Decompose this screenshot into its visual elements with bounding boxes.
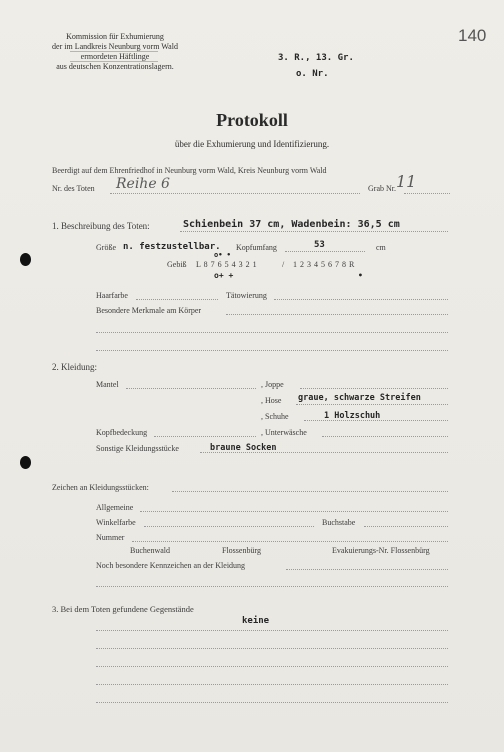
nummer-line [132, 541, 448, 542]
section3-value: keine [242, 616, 270, 626]
grab-nr-line [404, 193, 450, 194]
commission-line-3: ermordeten Häftlinge [80, 52, 150, 61]
tooth-mark-right: • [358, 271, 363, 280]
gebiss-label: Gebiß [167, 260, 187, 269]
groesse-label: Größe [96, 243, 116, 252]
noch-line-2 [96, 586, 448, 587]
buchstabe-label: Buchstabe [322, 518, 356, 527]
kopfbedeckung-label: Kopfbedeckung [96, 428, 148, 437]
page-title: Protokoll [216, 110, 288, 130]
header-divider-2 [70, 61, 158, 62]
toten-nr-label: Nr. des Toten [52, 184, 95, 193]
schuhe-value: 1 Holzschuh [324, 411, 381, 421]
marks-heading: Zeichen an Kleidungsstücken: [52, 483, 149, 492]
reference-line-2: o. Nr. [296, 69, 329, 79]
joppe-line [300, 388, 448, 389]
buchstabe-line [364, 526, 448, 527]
grab-nr-label: Grab Nr. [368, 184, 396, 193]
noch-label: Noch besondere Kennzeichen an der Kleidung [96, 561, 246, 570]
merkmale-line-2 [96, 332, 448, 333]
mantel-line [126, 388, 256, 389]
commission-line-1: Kommission für Exhumierung [66, 32, 164, 41]
section3-line-1 [96, 630, 448, 631]
evakuierung-label: Evakuierungs-Nr. Flossenbürg [332, 546, 430, 555]
noch-line-1 [286, 569, 448, 570]
winkelfarbe-label: Winkelfarbe [96, 518, 136, 527]
sonstige-value: braune Socken [210, 443, 277, 453]
taetowierung-line [274, 299, 448, 300]
sonstige-label: Sonstige Kleidungsstücke [96, 444, 179, 453]
unterwaesche-label: , Unterwäsche [261, 428, 307, 437]
marks-heading-line [172, 491, 448, 492]
teeth-left: L 8 7 6 5 4 3 2 1 [196, 260, 258, 269]
commission-header [45, 32, 185, 72]
teeth-marks-bottom: o+ + [214, 271, 234, 280]
haarfarbe-label: Haarfarbe [96, 291, 128, 300]
schuhe-label: , Schuhe [261, 412, 289, 421]
header-divider-1 [70, 51, 158, 52]
merkmale-line-1 [226, 314, 448, 315]
section3-line-2 [96, 648, 448, 649]
toten-nr-value: Reihe 6 [116, 176, 170, 192]
teeth-separator: / [282, 260, 285, 269]
sonstige-line [200, 452, 448, 453]
kopfumfang-value: 53 [314, 240, 325, 250]
kopfumfang-line [285, 251, 365, 252]
punch-hole-top [20, 253, 31, 266]
unterwaesche-line [322, 436, 448, 437]
merkmale-label: Besondere Merkmale am Körper [96, 306, 202, 315]
mantel-label: Mantel [96, 380, 119, 389]
page-subtitle: über die Exhumierung und Identifizierung. [174, 139, 330, 149]
allgemeine-line [140, 511, 448, 512]
hose-label: , Hose [261, 396, 282, 405]
commission-line-2: der im Landkreis Neunburg vorm Wald [52, 42, 178, 51]
merkmale-line-3 [96, 350, 448, 351]
buchenwald-label: Buchenwald [130, 546, 170, 555]
joppe-label: , Joppe [261, 380, 284, 389]
grab-nr-value: 11 [396, 172, 417, 191]
burial-text: Beerdigt auf dem Ehrenfriedhof in Neunburg vorm Wald, Kreis Neunburg vorm Wald [52, 166, 327, 175]
allgemeine-label: Allgemeine [96, 503, 134, 512]
section2-heading: 2. Kleidung: [52, 362, 97, 372]
groesse-value: n. festzustellbar. [123, 242, 221, 252]
section1-description: Schienbein 37 cm, Wadenbein: 36,5 cm [183, 219, 400, 230]
punch-hole-bottom [20, 456, 31, 469]
hose-value: graue, schwarze Streifen [298, 393, 421, 403]
teeth-right: 1 2 3 4 5 6 7 8 R [293, 260, 355, 269]
kopfumfang-label: Kopfumfang [236, 243, 277, 252]
section3-line-5 [96, 702, 448, 703]
section3-line-3 [96, 666, 448, 667]
taetowierung-label: Tätowierung [226, 291, 267, 300]
kopfumfang-unit: cm [376, 243, 386, 252]
flossenbuerg-label: Flossenbürg [222, 546, 261, 555]
section3-line-4 [96, 684, 448, 685]
reference-line-1: 3. R., 13. Gr. [278, 53, 354, 63]
winkelfarbe-line [144, 526, 314, 527]
hose-line [296, 404, 448, 405]
kopfbedeckung-line [154, 436, 256, 437]
document-number: 140 [458, 26, 487, 45]
schuhe-line [304, 420, 448, 421]
section3-heading: 3. Bei dem Toten gefundene Gegenstände [52, 604, 194, 614]
section1-line [180, 231, 448, 232]
haarfarbe-line [136, 299, 218, 300]
toten-nr-line [110, 193, 360, 194]
nummer-label: Nummer [96, 533, 125, 542]
teeth-marks-top: o• • [214, 251, 231, 259]
section1-heading: 1. Beschreibung des Toten: [52, 221, 150, 231]
commission-line-4: aus deutschen Konzentrationslagern. [56, 62, 174, 71]
